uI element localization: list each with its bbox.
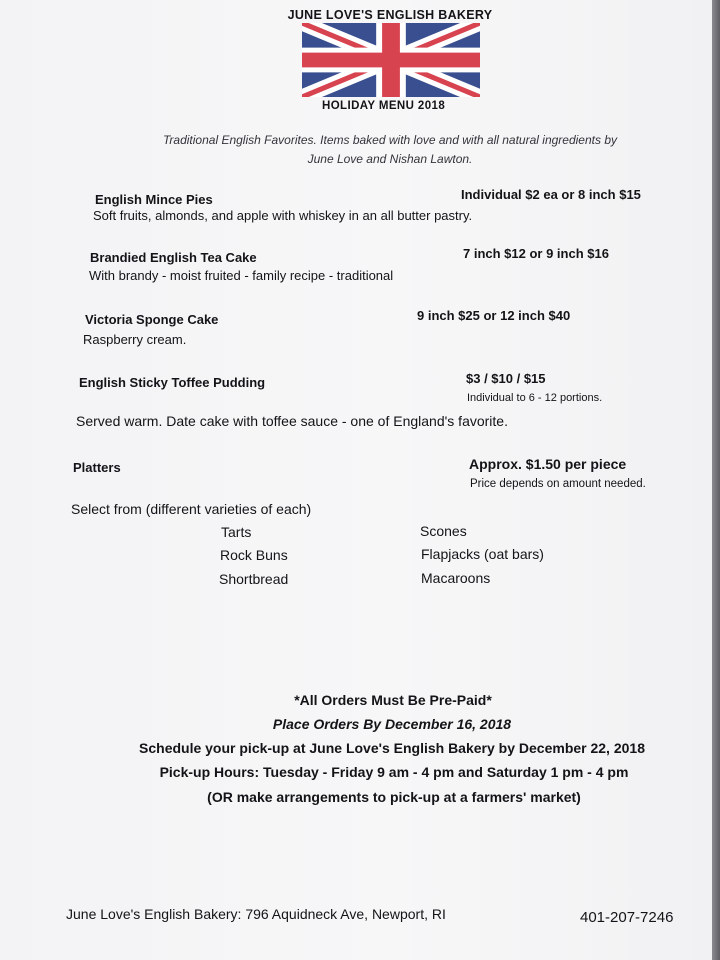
platters-price: Approx. $1.50 per piece bbox=[469, 456, 627, 472]
table-edge bbox=[712, 0, 720, 960]
footer-address: June Love's English Bakery: 796 Aquidneck Ave, Newport, RI bbox=[66, 906, 446, 922]
item-description: With brandy - moist fruited - family recipe - traditional bbox=[89, 268, 394, 283]
item-price: Individual $2 ea or 8 inch $15 bbox=[461, 187, 641, 202]
platter-option: Shortbread bbox=[219, 571, 289, 587]
intro-line-2: June Love and Nishan Lawton. bbox=[307, 152, 473, 166]
platter-option: Scones bbox=[420, 523, 467, 539]
pickup-alternative: (OR make arrangements to pick-up at a farmers' market) bbox=[207, 789, 581, 805]
pickup-hours: Pick-up Hours: Tuesday - Friday 9 am - 4 pm and Saturday 1 pm - 4 pm bbox=[159, 764, 629, 780]
item-name: English Sticky Toffee Pudding bbox=[79, 375, 266, 390]
platters-select-label: Select from (different varieties of each) bbox=[71, 501, 312, 517]
item-price: 9 inch $25 or 12 inch $40 bbox=[417, 308, 571, 323]
prepaid-notice: *All Orders Must Be Pre-Paid* bbox=[294, 692, 492, 708]
item-price: $3 / $10 / $15 bbox=[466, 371, 546, 386]
intro-line-1: Traditional English Favorites. Items baked with love and with all natural ingredients by bbox=[162, 133, 617, 147]
item-description: Served warm. Date cake with toffee sauce - one of England's favorite. bbox=[76, 413, 508, 429]
union-jack-flag-icon bbox=[302, 23, 480, 97]
platter-option: Macaroons bbox=[421, 570, 491, 586]
item-description: Soft fruits, almonds, and apple with whiskey in an all butter pastry. bbox=[93, 208, 473, 223]
platters-heading: Platters bbox=[73, 460, 121, 475]
menu-subtitle: HOLIDAY MENU 2018 bbox=[322, 100, 446, 112]
platter-option: Flapjacks (oat bars) bbox=[421, 546, 544, 562]
bakery-title: JUNE LOVE'S ENGLISH BAKERY bbox=[287, 8, 493, 22]
item-price: 7 inch $12 or 9 inch $16 bbox=[463, 246, 609, 261]
order-deadline: Place Orders By December 16, 2018 bbox=[272, 716, 512, 732]
platter-option: Rock Buns bbox=[220, 547, 288, 563]
item-note: Individual to 6 - 12 portions. bbox=[467, 392, 603, 404]
platters-note: Price depends on amount needed. bbox=[470, 478, 646, 490]
footer-phone: 401-207-7246 bbox=[580, 909, 674, 926]
platter-option: Tarts bbox=[221, 524, 252, 540]
pickup-schedule: Schedule your pick-up at June Love's English Bakery by December 22, 2018 bbox=[139, 740, 645, 756]
item-description: Raspberry cream. bbox=[83, 332, 187, 347]
item-name: Brandied English Tea Cake bbox=[90, 250, 257, 265]
item-name: English Mince Pies bbox=[95, 192, 213, 207]
item-name: Victoria Sponge Cake bbox=[85, 312, 219, 327]
